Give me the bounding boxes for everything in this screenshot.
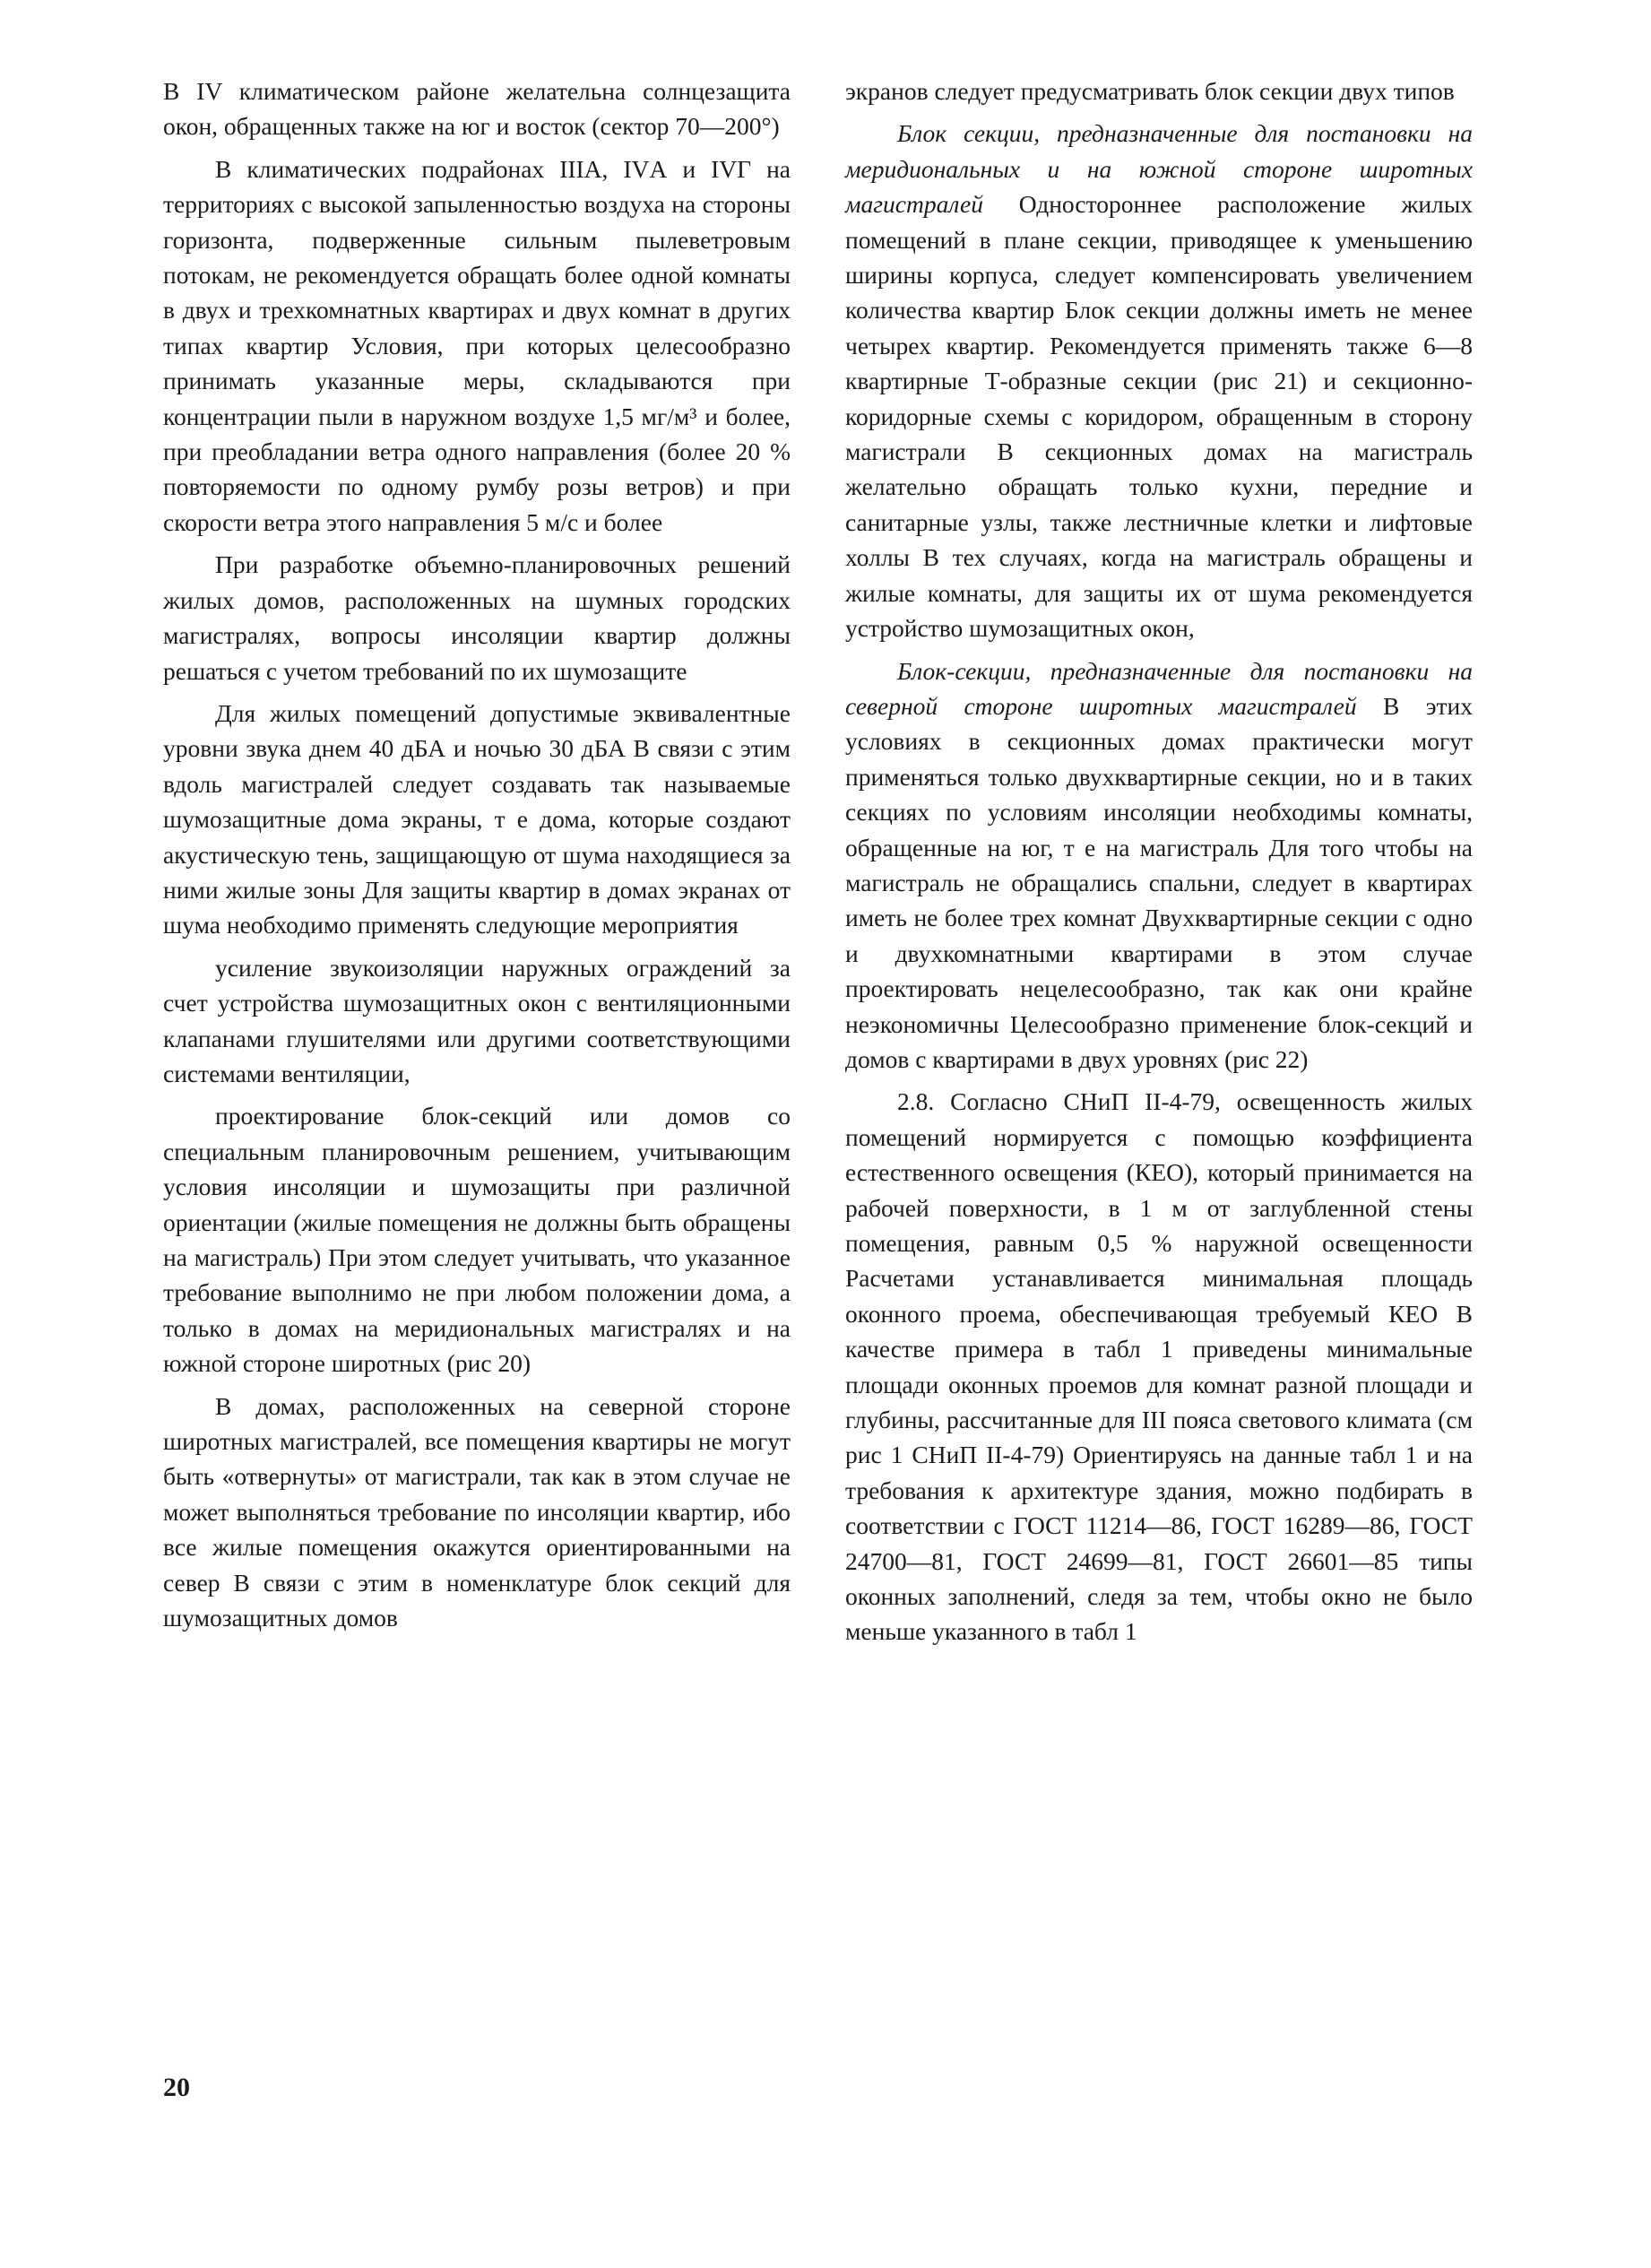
paragraph-continuation bbox=[845, 74, 1473, 108]
paragraph-planning-measure: проектирование блок-секций или домов со специальным планировочным решением, учитывающим условия инсоляции и шумозащиты при различной ориентации (жилые помещения не должны быть обращены на магистраль) При этом следует учитывать, что указанное требование выполнимо не при любом положении дома, а только в домах на меридиональных магистралях и на южной стороне широтных (рис 20) bbox=[163, 1102, 791, 1378]
paragraph-dust-regions: В климатических подрайонах IIIА, IVА и IVГ на территориях с высокой запыленностью воздуха на стороны горизонта, подверженные сильным пылеветровым потокам, не рекомендуется обращать более одной комнаты в двух и трехкомнатных квартирах и двух комнат в других типах квартир Условия, при которых целесообразно принимать указанные меры, складываются при концентрации пыли в наружном воздухе 1,5 мг/м³ и более, при преобладании ветра одного направления (более 20 % повторяемости по одному румбу розы ветров) и при скорости ветра этого направления 5 м/с и более bbox=[163, 154, 791, 536]
paragraph-meridional-sections-heading: Блок секции, предназначенные для постановки на меридиональных и на южной стороне широтных магистралей bbox=[845, 119, 1473, 219]
paragraph-north-sections bbox=[845, 654, 1473, 1078]
paragraph-solar-protection: В IV климатическом районе желательна солнцезащита окон, обращенных также на юг и восток (сектор 70—200°) bbox=[163, 77, 791, 141]
paragraph-north-side-houses: В домах, расположенных на северной стороне широтных магистралей, все помещения квартиры не могут быть «отвернуты» от магистрали, так как в этом случае не может выполняться требование по инсоляции квартир, ибо все жилые помещения окажутся ориентированными на север В связи с этим в номенклатуре блок секций для шумозащитных домов bbox=[163, 1391, 791, 1632]
paragraph-north-sections-text: В этих условиях в секционных домах практически могут применяться только двухквартирные секции, но и в таких секциях по условиям инсоляции необходимы комнаты, обращенные на юг, т е на магистраль Для того чтобы на магистраль не обращались спальни, следует в квартирах иметь не более трех комнат Двухквартирные секции с одно и двухкомнатными квартирами в этом случае проектировать нецелесообразно, так как они крайне неэкономичны Целесообразно применение блок-секций и домов с квартирами в двух уровнях (рис 22) bbox=[845, 691, 1473, 1073]
paragraph-north-sections-heading: Блок-секции, предназначенные для постановки на северной стороне широтных магистралей bbox=[845, 656, 1473, 720]
paragraph-section-2-8-text: 2.8. Согласно СНиП II-4-79, освещенность жилых помещений нормируется с помощью коэффициента естественного освещения (КЕО), который принимается на рабочей поверхности, в 1 м от заглубленной стены помещения, равным 0,5 % наружной освещенности Расчетами устанавливается минимальная площадь оконного проема, обеспечивающая требуемый КЕО В качестве примера в табл 1 приведены минимальные площади оконных проемов для комнат разной площади и глубины, рассчитанные для III пояса светового климата (см рис 1 СНиП II-4-79) Ориентируясь на данные табл 1 и на требования к архитектуре здания, можно подбирать в соответствии с ГОСТ 11214—86, ГОСТ 16289—86, ГОСТ 24700—81, ГОСТ 24699—81, ГОСТ 26601—85 типы оконных заполнений, следя за тем, чтобы окно не было меньше указанного в табл 1 bbox=[845, 1087, 1473, 1646]
paragraph-soundproofing-measure: усиление звукоизоляции наружных ограждений за счет устройства шумозащитных окон с вентиляционными клапанами глушителями или другими соответствующими системами вентиляции, bbox=[163, 953, 791, 1087]
paragraph-sound-levels: Для жилых помещений допустимые эквивалентные уровни звука днем 40 дБА и ночью 30 дБА В связи с этим вдоль магистралей следует создавать так называемые шумозащитные дома экраны, т е дома, которые создают акустическую тень, защищающую от шума находящиеся за ними жилые зоны Для защиты квартир в домах экранах от шума необходимо применять следующие мероприятия bbox=[163, 698, 791, 939]
paragraph-continuation-text: экранов следует предусматривать блок секции двух типов bbox=[845, 77, 1455, 105]
right-text-column bbox=[845, 74, 1473, 1657]
paragraph-section-2-8 bbox=[845, 1084, 1473, 1649]
paragraph-noisy-highways: При разработке объемно-планировочных решений жилых домов, расположенных на шумных городских магистралях, вопросы инсоляции квартир должны решаться с учетом требований по их шумозащите bbox=[163, 550, 791, 685]
paragraph-meridional-sections-text: Одностороннее расположение жилых помещений в плане секции, приводящее к уменьшению ширины корпуса, следует компенсировать увеличением количества квартир Блок секции должны иметь не менее четырех квартир. Рекомендуется применять также 6—8 квартирные Т-образные секции (рис 21) и секционно-коридорные схемы с коридором, обращенным в сторону магистрали В секционных домах на магистраль желательно обращать только кухни, передние и санитарные узлы, также лестничные клетки и лифтовые холлы В тех случаях, когда на магистраль обращены и жилые комнаты, для защиты их от шума рекомендуется устройство шумозащитных окон, bbox=[845, 190, 1473, 643]
paragraph-meridional-sections bbox=[845, 116, 1473, 645]
left-text-column bbox=[163, 74, 791, 1642]
page-number: 20 bbox=[163, 2073, 190, 2102]
